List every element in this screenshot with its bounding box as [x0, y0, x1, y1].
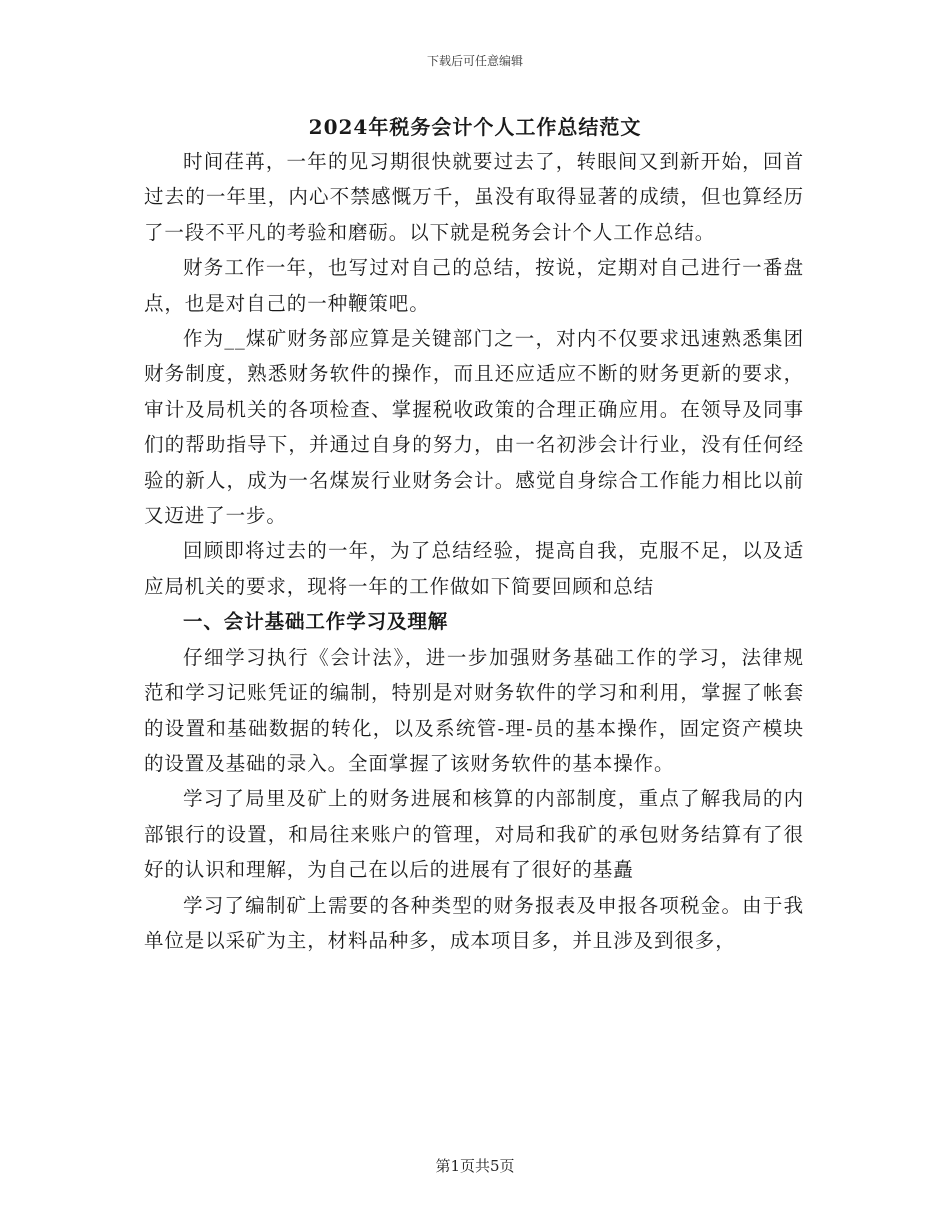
paragraph-intro: 时间荏苒，一年的见习期很快就要过去了，转眼间又到新开始，回首过去的一年里，内心不禁感慨万千，虽没有取得显著的成绩，但也算经历了一段不平凡的考验和磨砺。以下就是税务会计个人工作总结。 — [144, 150, 804, 244]
paragraph-self-review: 财务工作一年，也写过对自己的总结，按说，定期对自己进行一番盘点，也是对自己的一种鞭策吧。 — [144, 256, 804, 315]
section-heading-1: 一、会计基础工作学习及理解 — [183, 610, 449, 634]
paragraph-review-summary: 回顾即将过去的一年，为了总结经验，提高自我，克服不足，以及适应局机关的要求，现将一年的工作做如下简要回顾和总结 — [144, 539, 804, 598]
page-number: 第1页共5页 — [435, 1157, 515, 1175]
document-title: 2024年税务会计个人工作总结范文 — [308, 115, 642, 139]
section1-paragraph-reports: 学习了编制矿上需要的各种类型的财务报表及申报各项税金。由于我单位是以采矿为主，材料品种多，成本项目多，并且涉及到很多， — [144, 893, 804, 952]
paragraph-finance-dept: 作为__煤矿财务部应算是关键部门之一，对内不仅要求迅速熟悉集团财务制度，熟悉财务软件的操作，而且还应适应不断的财务更新的要求，审计及局机关的各项检查、掌握税收政策的合理正确应用。在领导及同事们的帮助指导下，并通过自身的努力，由一名初涉会计行业，没有任何经验的新人，成为一名煤炭行业财务会计。感觉自身综合工作能力相比以前又迈进了一步。 — [144, 327, 804, 528]
document-body — [144, 144, 804, 958]
page-header-note: 下载后可任意编辑 — [426, 54, 523, 68]
section1-paragraph-internal-system: 学习了局里及矿上的财务进展和核算的内部制度，重点了解我局的内部银行的设置，和局往来账户的管理，对局和我矿的承包财务结算有了很好的认识和理解，为自己在以后的进展有了很好的基矗 — [144, 787, 804, 882]
section1-paragraph-accounting-law: 仔细学习执行《会计法》，进一步加强财务基础工作的学习，法律规范和学习记账凭证的编制，特别是对财务软件的学习和利用，掌握了帐套的设置和基础数据的转化，以及系统管-理-员的基本操作，固定资产模块的设置及基础的录入。全面掌握了该财务软件的基本操作。 — [144, 645, 804, 775]
